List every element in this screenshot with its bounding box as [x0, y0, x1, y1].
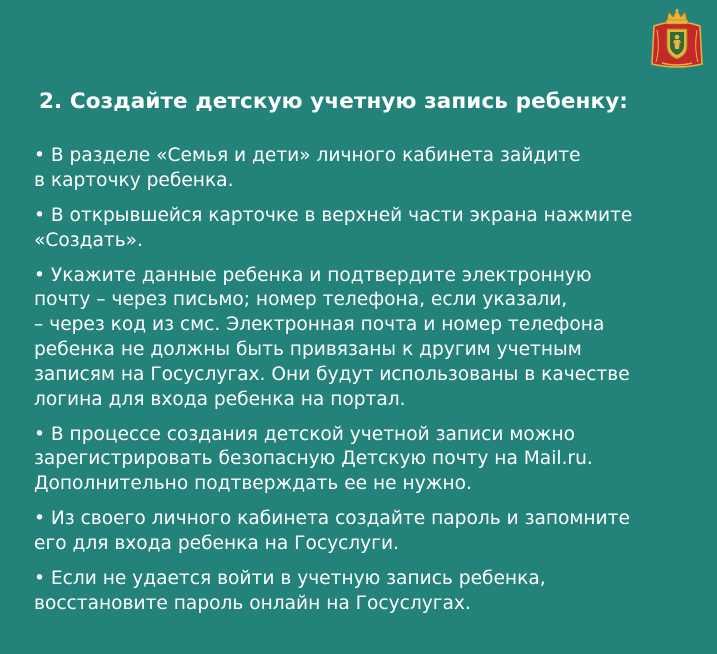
instruction-list: [34, 144, 694, 627]
list-item-line: зарегистрировать безопасную Детскую почту на Mail.ru.: [34, 448, 593, 470]
list-item-line: • В процессе создания детской учетной записи можно: [34, 423, 576, 445]
list-item-line: в карточку ребенка.: [34, 169, 234, 191]
list-item-line: • В открывшейся карточке в верхней части экрана нажмите: [34, 204, 633, 226]
list-item: [34, 567, 694, 617]
list-item: [34, 423, 694, 497]
list-item-line: • В разделе «Семья и дети» личного кабинета зайдите: [34, 145, 581, 166]
list-item-line: записям на Госуслугах. Они будут использованы в качестве: [34, 363, 630, 385]
list-item-line: ребенка не должны быть привязаны к другим учетным: [34, 338, 582, 360]
list-item-line: • Укажите данные ребенка и подтвердите электронную: [34, 264, 592, 286]
list-item-line: • Из своего личного кабинета создайте пароль и запомните: [34, 508, 630, 530]
list-item: [34, 144, 694, 194]
list-item: [34, 264, 694, 413]
list-item-line: логина для входа ребенка на портал.: [34, 388, 406, 410]
list-item: [34, 507, 694, 557]
list-item-line: Дополнительно подтверждать ее не нужно.: [34, 473, 472, 495]
section-heading: 2. Создайте детскую учетную запись ребенку:: [39, 89, 629, 114]
list-item: [34, 204, 694, 254]
list-item-line: восстановите пароль онлайн на Госуслугах.: [34, 592, 471, 614]
list-item-line: • Если не удается войти в учетную запись ребенка,: [34, 567, 546, 589]
list-item-line: почту – через письмо; номер телефона, если указали,: [34, 289, 568, 311]
list-item-line: – через код из смс. Электронная почта и номер телефона: [34, 314, 605, 336]
list-item-line: «Создать».: [34, 229, 143, 251]
coat-of-arms-emblem-icon: [648, 8, 706, 70]
list-item-line: его для входа ребенка на Госуслуги.: [34, 532, 399, 554]
